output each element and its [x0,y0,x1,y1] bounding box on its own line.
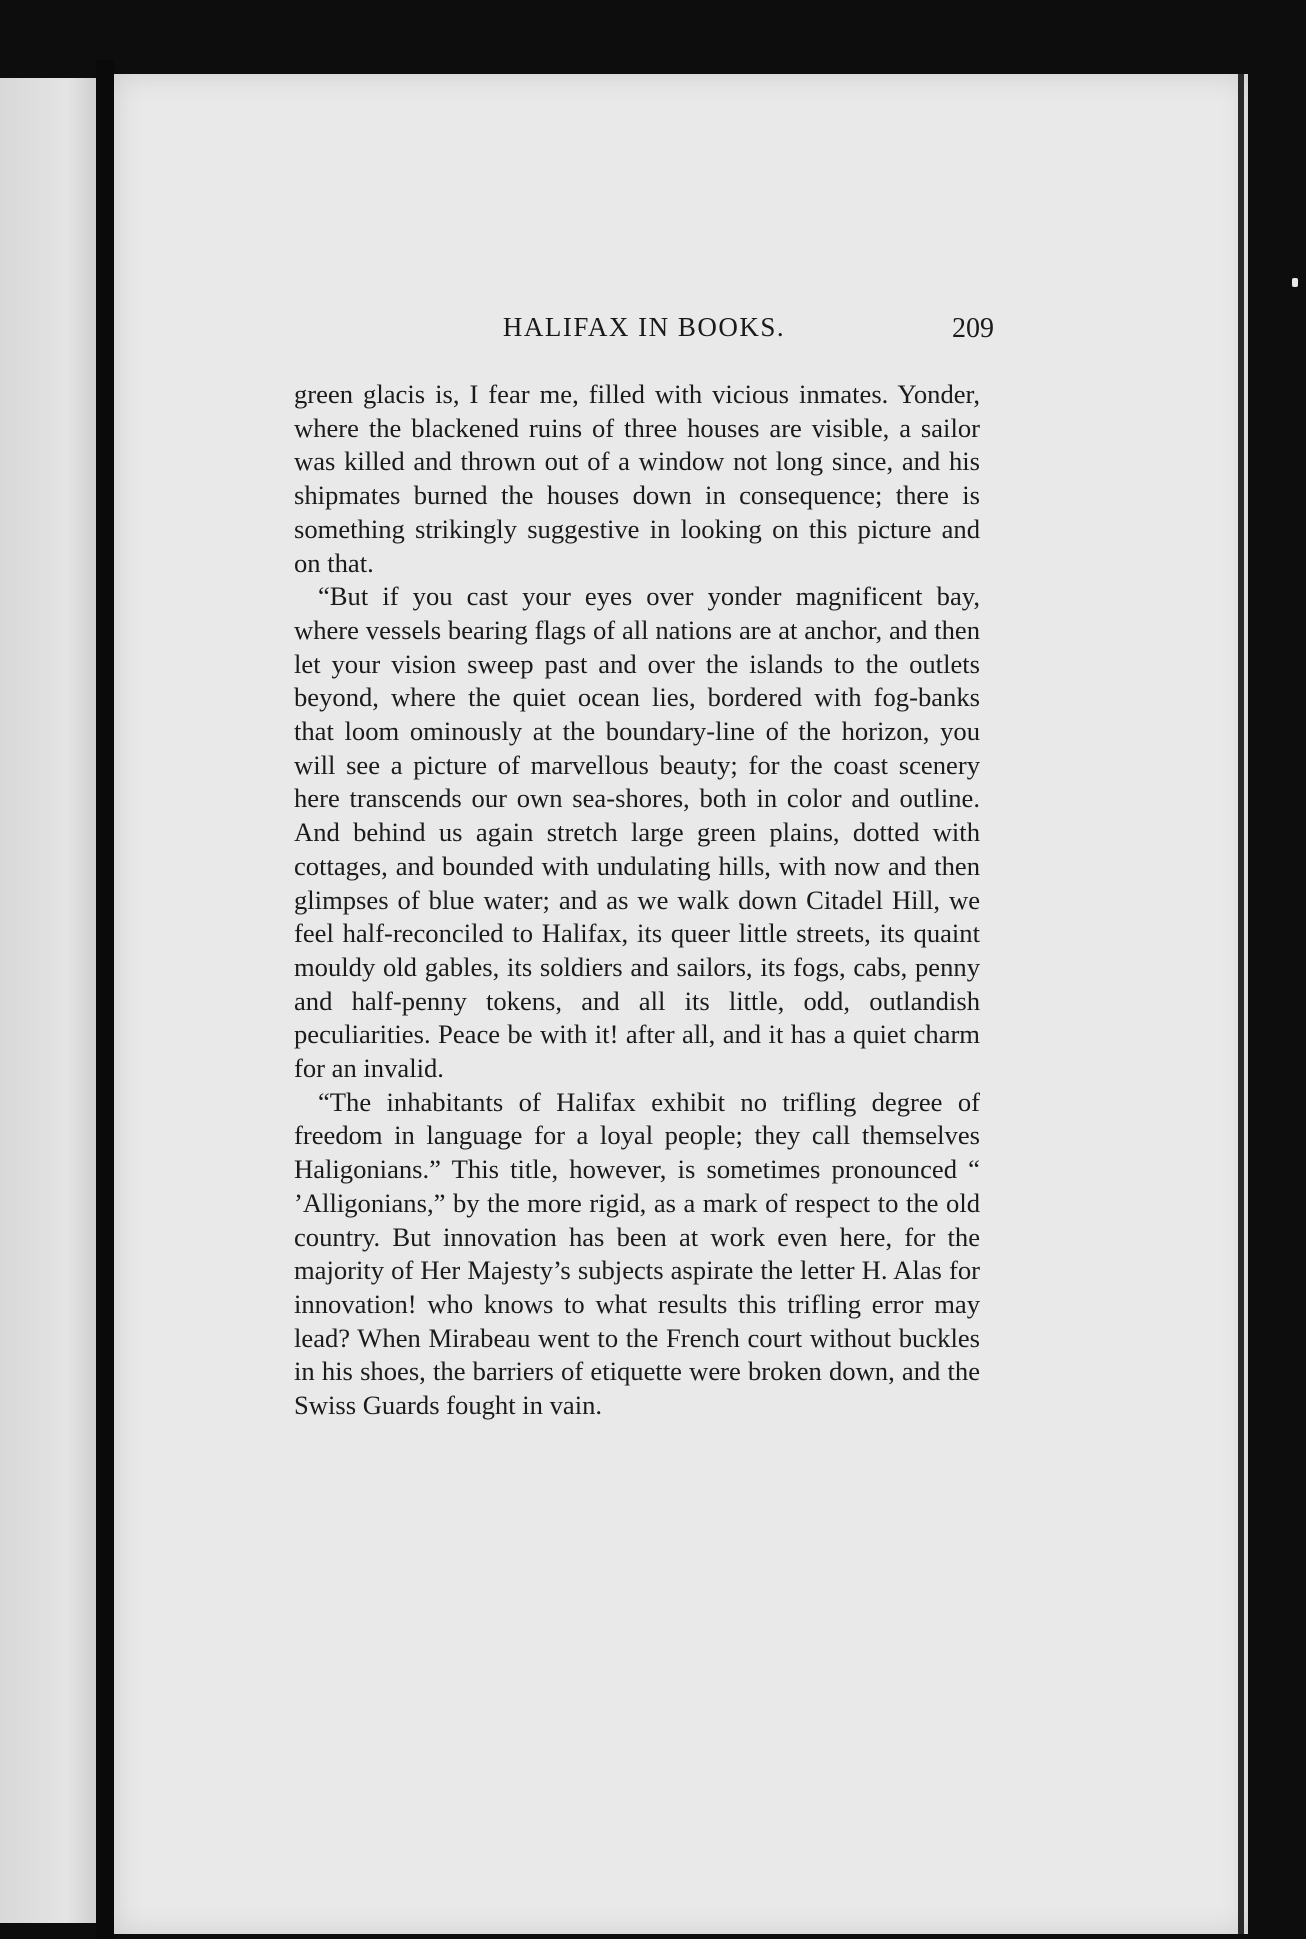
paragraph: green glacis is, I fear me, filled with vicious inmates. Yonder, where the blackened ruins of three houses are visible, a sailor was killed and thrown out of a window not long since, and his shipmates burned the houses down in consequence; there is something strikingly suggestive in looking on this picture and on that. [294,379,980,578]
paragraph: “The inhabitants of Halifax exhibit no trifling degree of freedom in language for a loyal people; they call themselves Haligonians.” This title, however, is sometimes pronounced “ ’Alligonians,” by the more rigid, as a mark of respect to the old country. But innovation has been at work even here, for the majority of Her Majesty’s subjects aspirate the letter H. Alas for innovation! who knows to what results this trifling error may lead? When Mirabeau went to the French court without buckles in his shoes, the barriers of etiquette were broken down, and the Swiss Guards fought in vain. [294,1086,980,1421]
page-number: 209 [952,313,994,344]
running-head: HALIFAX IN BOOKS. [502,312,786,342]
previous-page-edge [0,78,96,1923]
paragraph: “But if you cast your eyes over yonder magnificent bay, where vessels bearing flags of all nations are at anchor, and then let your vision sweep past and over the islands to the outlets beyond, where the quiet ocean lies, bordered with fog-banks that loom ominously at the boundary-line of the horizon, you will see a picture of marvellous beauty; for the coast scenery here transcends our own sea-shores, both in color and outline. And behind us again stretch large green plains, dotted with cottages, and bounded with undulating hills, with now and then glimpses of blue water; and as we walk down Citadel Hill, we feel half-reconciled to Halifax, its queer little streets, its quaint mouldy old gables, its soldiers and sailors, its fogs, cabs, penny and half-penny tokens, and all its little, odd, outlandish peculiarities. Peace be with it! after all, and it has a quiet charm for an invalid. [294,581,980,1084]
page-header [294,312,994,356]
body-text [294,378,980,1423]
book-gutter [96,60,114,1939]
scan-fleck [1292,278,1298,287]
page-edge [1238,74,1244,1934]
